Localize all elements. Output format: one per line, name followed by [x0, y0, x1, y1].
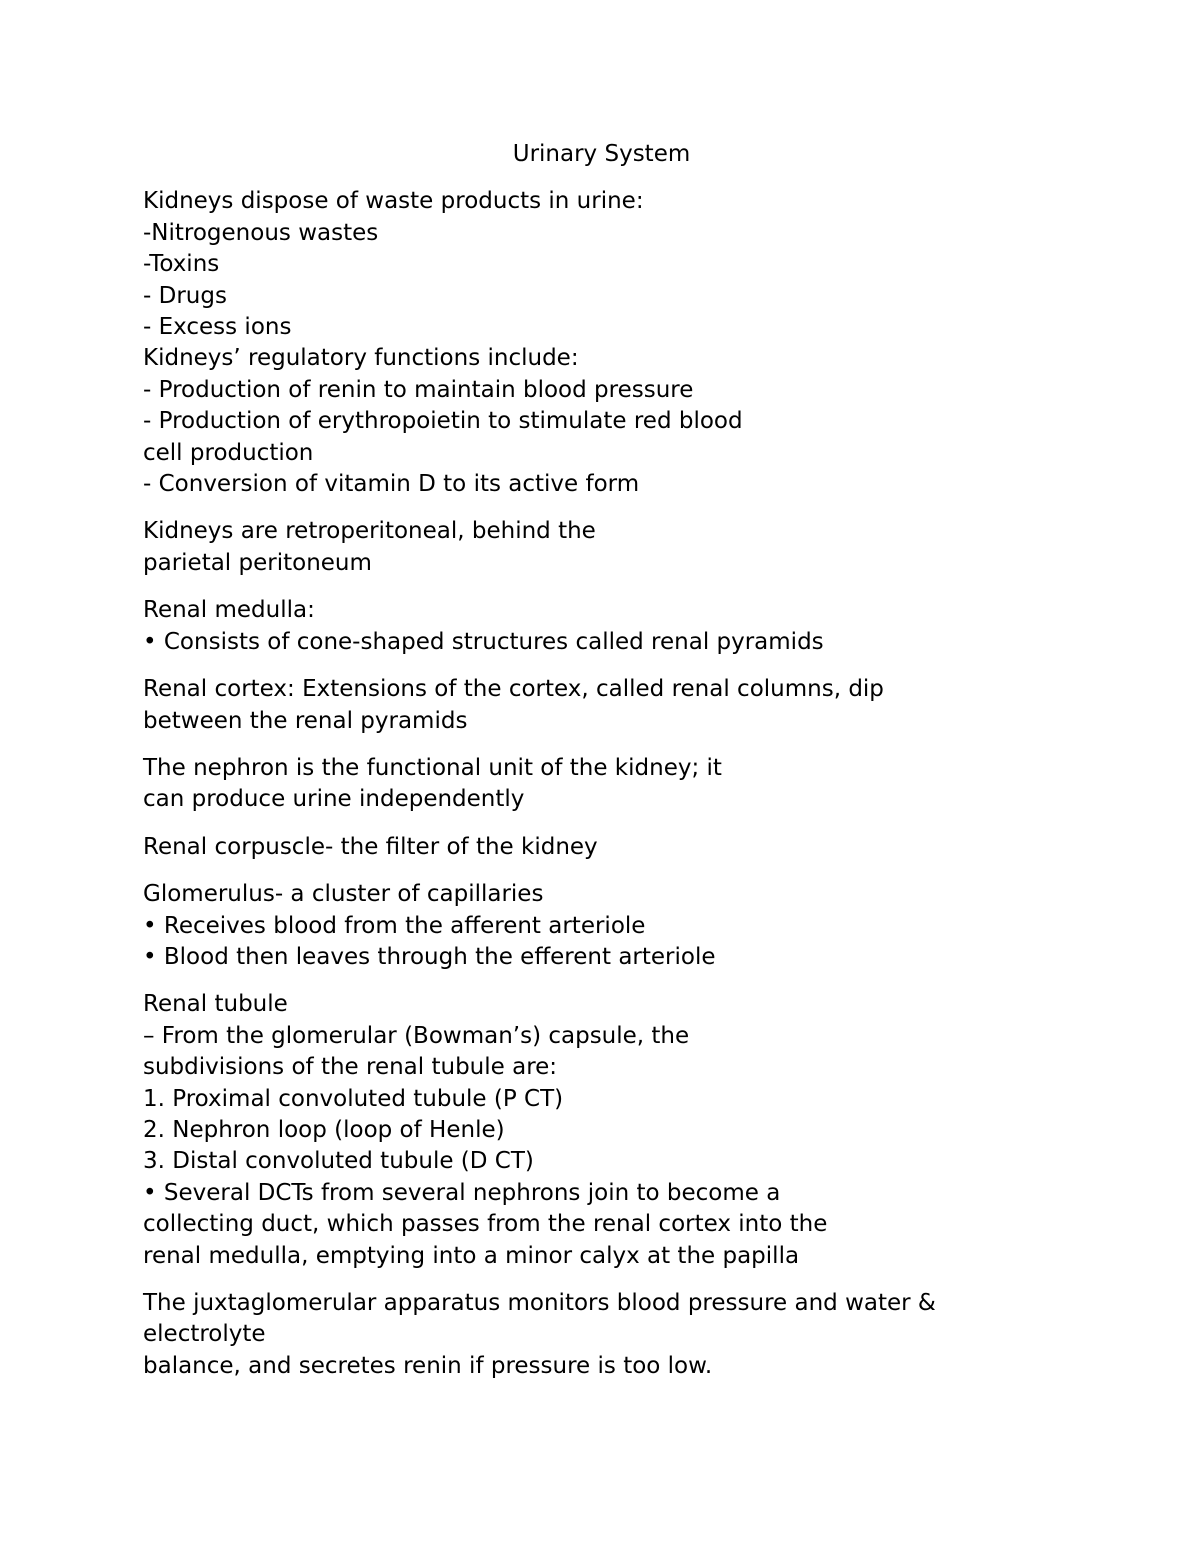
text-line: The nephron is the functional unit of the kidney; it — [143, 754, 722, 781]
text-line: - Conversion of vitamin D to its active form — [143, 471, 640, 498]
paragraph — [143, 753, 1043, 816]
text-line: 3. Distal convoluted tubule (D CT) — [143, 1148, 534, 1175]
text-line: cell production — [143, 439, 314, 466]
paragraph — [143, 832, 1043, 863]
text-line: Kidneys dispose of waste products in urine: — [143, 188, 644, 215]
paragraph — [143, 674, 1043, 737]
text-line: Kidneys are retroperitoneal, behind the — [143, 518, 596, 545]
text-line: • Consists of cone-shaped structures called renal pyramids — [143, 628, 824, 655]
text-line: 2. Nephron loop (loop of Henle) — [143, 1116, 505, 1143]
text-line: parietal peritoneum — [143, 549, 372, 576]
paragraph — [143, 595, 1043, 658]
text-line: - Excess ions — [143, 314, 292, 341]
paragraph — [143, 879, 1043, 973]
text-line: between the renal pyramids — [143, 707, 468, 734]
text-line: -Toxins — [143, 251, 220, 278]
text-line: – From the glomerular (Bowman’s) capsule, the — [143, 1022, 690, 1049]
text-line: renal medulla, emptying into a minor calyx at the papilla — [143, 1242, 800, 1269]
text-line: Renal corpuscle- the filter of the kidney — [143, 833, 598, 860]
text-line: balance, and secretes renin if pressure is too low. — [143, 1352, 713, 1379]
text-line: - Production of erythropoietin to stimulate red blood — [143, 408, 743, 435]
text-line: -Nitrogenous wastes — [143, 219, 379, 246]
text-line: Kidneys’ regulatory functions include: — [143, 345, 579, 372]
paragraph — [143, 516, 1043, 579]
text-line: Renal tubule — [143, 991, 288, 1018]
text-line: Renal cortex: Extensions of the cortex, called renal columns, dip — [143, 676, 884, 703]
text-line: collecting duct, which passes from the renal cortex into the — [143, 1211, 828, 1238]
paragraph — [143, 1288, 1043, 1382]
text-line: • Receives blood from the afferent arteriole — [143, 912, 646, 939]
text-line: - Drugs — [143, 282, 227, 309]
text-line: 1. Proximal convoluted tubule (P CT) — [143, 1085, 564, 1112]
text-line: Glomerulus- a cluster of capillaries — [143, 881, 544, 908]
document-body — [143, 139, 1043, 1398]
text-line: electrolyte — [143, 1321, 266, 1348]
text-line: - Production of renin to maintain blood pressure — [143, 376, 694, 403]
text-line: Renal medulla: — [143, 597, 315, 624]
paragraph — [143, 989, 1043, 1272]
paragraph — [143, 186, 1043, 500]
text-line: can produce urine independently — [143, 786, 525, 813]
paragraph-list — [143, 186, 1043, 1382]
document-title: Urinary System — [512, 141, 691, 167]
text-line: • Blood then leaves through the efferent arteriole — [143, 943, 716, 970]
text-line: • Several DCTs from several nephrons join to become a — [143, 1179, 781, 1206]
text-line: subdivisions of the renal tubule are: — [143, 1054, 558, 1081]
text-line: The juxtaglomerular apparatus monitors blood pressure and water & — [143, 1290, 936, 1316]
